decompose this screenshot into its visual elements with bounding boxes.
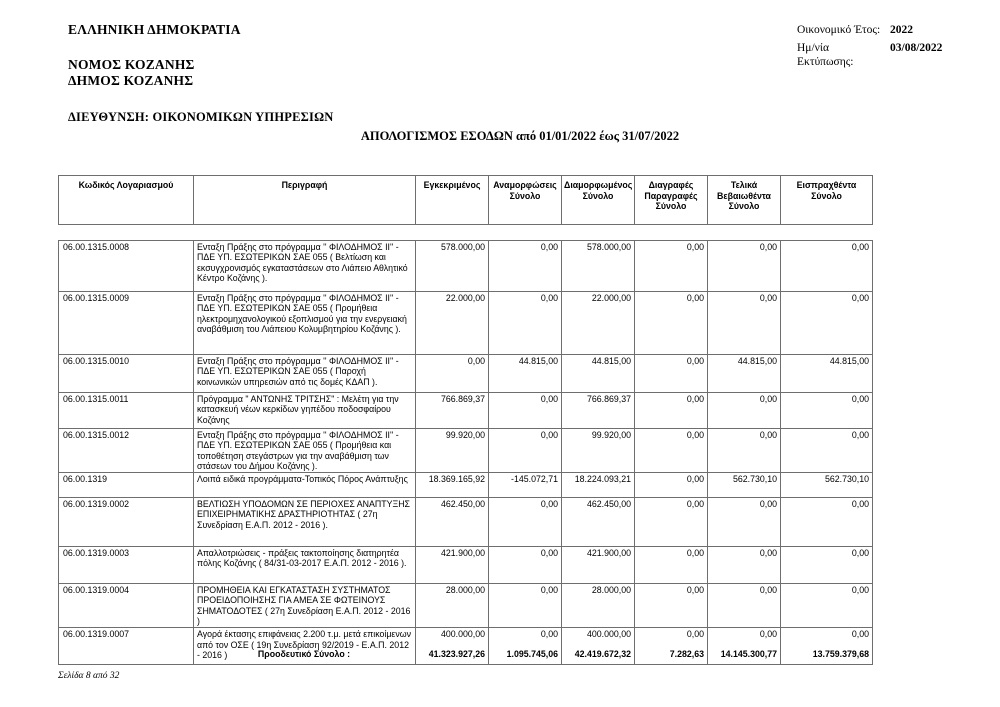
column-header-deletions: Διαγραφές Παραγραφές Σύνολο [635, 176, 708, 225]
row-value: 0,00 [489, 547, 562, 584]
total-value: 14.145.300,77 [720, 649, 777, 659]
column-header-approved: Εγκεκριμένος [416, 176, 489, 225]
row-value: 0,00 [635, 473, 708, 498]
table-row [59, 393, 873, 429]
row-value: 0,00 [781, 393, 873, 429]
row-value: 462.450,00 [562, 498, 635, 547]
org-name-line-1: ΕΛΛΗΝΙΚΗ ΔΗΜΟΚΡΑΤΙΑ [68, 22, 241, 37]
table-row [59, 498, 873, 547]
column-header-code: Κωδικός Λογαριασμού [59, 176, 194, 225]
row-value: 18.369.165,92 [416, 473, 489, 498]
row-value: 0,00 [489, 241, 562, 292]
row-value: 0,00 [708, 498, 781, 547]
row-value: 0,00 [708, 241, 781, 292]
row-value: 0,00 [635, 498, 708, 547]
row-value: 0,00 [781, 628, 873, 665]
table-row [59, 429, 873, 473]
row-description: Απαλλοτριώσεις - πράξεις τακτοποίησης διατηρητέα πόλης Κοζάνης ( 84/31-03-2017 Ε.Α.Π. 2012 - 2016 ). [194, 547, 416, 584]
row-description: Ενταξη Πράξης στο πρόγραμμα '' ΦΙΛΟΔΗΜΟΣ ΙΙ'' - ΠΔΕ ΥΠ. ΕΣΩΤΕΡΙΚΩΝ ΣΑΕ 055 ( Προμήθεια ηλεκτρομηχανολογικού εξοπλισμού για την ενεργειακή αναβάθμιση του Λιάπειου Κολυμβητηρίου Κοζάνης ). [194, 292, 416, 355]
table-row [59, 355, 873, 393]
fiscal-year-value: 2022 [890, 24, 913, 36]
row-code: 06.00.1315.0009 [59, 292, 194, 355]
row-value: 0,00 [635, 393, 708, 429]
row-value: 0,00 [708, 429, 781, 473]
row-code: 06.00.1315.0012 [59, 429, 194, 473]
row-value: 44.815,00 [708, 355, 781, 393]
print-date-label-line2: Εκτύπωσης: [797, 56, 854, 68]
totals-spacer [58, 648, 193, 660]
table [58, 240, 873, 665]
table-row [59, 584, 873, 628]
print-date-label-line1: Ημ/νία [797, 42, 829, 54]
row-description: Ενταξη Πράξης στο πρόγραμμα '' ΦΙΛΟΔΗΜΟΣ ΙΙ'' - ΠΔΕ ΥΠ. ΕΣΩΤΕΡΙΚΩΝ ΣΑΕ 055 ( Βελτίωση και εκσυγχρονισμός εγκαταστάσεων στο Λιάπειο Αθλητικό Κέντρο Κοζάνης ). [194, 241, 416, 292]
row-description: Αγορά έκτασης επιφάνειας 2.200 τ.μ. μετά επικοίμενων από τον ΟΣΕ ( 19η Συνεδρίαση 92/2019 - Ε.Α.Π. 2012 - 2016 ) [194, 628, 416, 665]
org-name-line-3: ΔΗΜΟΣ ΚΟΖΑΝΗΣ [68, 73, 194, 88]
row-code: 06.00.1319.0003 [59, 547, 194, 584]
totals-label: Προοδευτικό Σύνολο : [257, 649, 351, 659]
row-code: 06.00.1319.0002 [59, 498, 194, 547]
row-value: 18.224.093,21 [562, 473, 635, 498]
total-value: 1.095.745,06 [506, 649, 558, 659]
table-row [59, 547, 873, 584]
row-description: ΠΡΟΜΗΘΕΙΑ ΚΑΙ ΕΓΚΑΤΑΣΤΑΣΗ ΣΥΣΤΗΜΑΤΟΣ ΠΡΟΕΙΔΟΠΟΙΗΣΗΣ ΓΙΑ ΑΜΕΑ ΣΕ ΦΩΤΕΙΝΟΥΣ ΣΗΜΑΤΟΔΟΤΕΣ ( 27η Συνεδρίαση Ε.Α.Π. 2012 - 2016 ) [194, 584, 416, 628]
page-title: ΑΠΟΛΟΓΙΣΜΟΣ ΕΣΟΔΩΝ από 01/01/2022 έως 31/07/2022 [360, 129, 680, 143]
total-value: 7.282,63 [669, 649, 704, 659]
table-row [59, 241, 873, 292]
fiscal-year-label: Οικονομικό Έτος: [797, 24, 881, 36]
row-value: 0,00 [416, 355, 489, 393]
row-value: 0,00 [489, 584, 562, 628]
row-value: -145.072,71 [489, 473, 562, 498]
print-date-value: 03/08/2022 [890, 42, 943, 54]
row-code: 06.00.1315.0011 [59, 393, 194, 429]
totals-values [58, 648, 872, 660]
row-value: 0,00 [635, 628, 708, 665]
row-value: 28.000,00 [562, 584, 635, 628]
row-value: 0,00 [489, 628, 562, 665]
row-value: 22.000,00 [416, 292, 489, 355]
row-description: Ενταξη Πράξης στο πρόγραμμα '' ΦΙΛΟΔΗΜΟΣ ΙΙ'' - ΠΔΕ ΥΠ. ΕΣΩΤΕΡΙΚΩΝ ΣΑΕ 055 ( Παροχή κοινωνικών υπηρεσιών από τις δομές ΚΔΑΠ ). [194, 355, 416, 393]
row-value: 28.000,00 [416, 584, 489, 628]
row-value: 99.920,00 [562, 429, 635, 473]
row-value: 0,00 [708, 547, 781, 584]
row-value: 0,00 [489, 429, 562, 473]
row-description: Πρόγραμμα " ΑΝΤΩΝΗΣ ΤΡΙΤΣΗΣ" : Μελέτη για την κατασκευή νέων κερκίδων γηπέδου ποδοσφαίρου Κοζάνης [194, 393, 416, 429]
row-value: 0,00 [635, 355, 708, 393]
row-value: 400.000,00 [562, 628, 635, 665]
total-value: 41.323.927,26 [428, 649, 485, 659]
row-value: 0,00 [708, 292, 781, 355]
column-header-amendments: Αναμορφώσεις Σύνολο [489, 176, 562, 225]
row-value: 462.450,00 [416, 498, 489, 547]
row-value: 421.900,00 [416, 547, 489, 584]
table-row [59, 473, 873, 498]
row-description: ΒΕΛΤΙΩΣΗ ΥΠΟΔΟΜΩΝ ΣΕ ΠΕΡΙΟΧΕΣ ΑΝΑΠΤΥΞΗΣ ΕΠΙΧΕΙΡΗΜΑΤΙΚΗΣ ΔΡΑΣΤΗΡΙΟΤΗΤΑΣ ( 27η Συνεδρίαση Ε.Α.Π. 2012 - 2016 ). [194, 498, 416, 547]
row-value: 0,00 [708, 393, 781, 429]
row-value: 562.730,10 [781, 473, 873, 498]
row-value: 0,00 [781, 498, 873, 547]
row-value: 0,00 [635, 292, 708, 355]
row-description: Ενταξη Πράξης στο πρόγραμμα '' ΦΙΛΟΔΗΜΟΣ ΙΙ'' - ΠΔΕ ΥΠ. ΕΣΩΤΕΡΙΚΩΝ ΣΑΕ 055 ( Προμήθεια και τοποθέτηση στεγάστρων για την αναβάθμιση των στάσεων του Δήμου Κοζάνης ). [194, 429, 416, 473]
row-code: 06.00.1319.0004 [59, 584, 194, 628]
row-value: 99.920,00 [416, 429, 489, 473]
row-value: 44.815,00 [489, 355, 562, 393]
row-value: 0,00 [635, 584, 708, 628]
table-header-row [59, 176, 873, 225]
org-name-line-2: ΝΟΜΟΣ ΚΟΖΑΝΗΣ [68, 57, 195, 72]
row-description: Λοιπά ειδικά προγράμματα-Τοπικός Πόρος Ανάπτυξης [194, 473, 416, 498]
row-value: 562.730,10 [708, 473, 781, 498]
row-value: 0,00 [489, 393, 562, 429]
table-body [59, 241, 873, 665]
row-value: 44.815,00 [562, 355, 635, 393]
row-value: 0,00 [489, 498, 562, 547]
row-code: 06.00.1319.0007 [59, 628, 194, 665]
total-value: 13.759.379,68 [812, 649, 869, 659]
table-header [58, 175, 873, 225]
row-value: 578.000,00 [562, 241, 635, 292]
row-value: 0,00 [635, 547, 708, 584]
row-value: 766.869,37 [416, 393, 489, 429]
row-value: 766.869,37 [562, 393, 635, 429]
row-value: 0,00 [781, 584, 873, 628]
row-value: 421.900,00 [562, 547, 635, 584]
row-value: 0,00 [635, 429, 708, 473]
row-code: 06.00.1319 [59, 473, 194, 498]
department-line: ΔΙΕΥΘΥΝΣΗ: ΟΙΚΟΝΟΜΙΚΩΝ ΥΠΗΡΕΣΙΩΝ [68, 110, 334, 124]
row-value: 0,00 [708, 584, 781, 628]
totals-row [58, 648, 872, 660]
column-header-collected: Εισπραχθέντα Σύνολο [781, 176, 873, 225]
row-code: 06.00.1315.0008 [59, 241, 194, 292]
page-indicator: Σελίδα 8 από 32 [58, 671, 120, 681]
row-value: 578.000,00 [416, 241, 489, 292]
column-header-adjusted: Διαμορφωμένος Σύνολο [562, 176, 635, 225]
column-header-description: Περιγραφή [194, 176, 416, 225]
total-value: 42.419.672,32 [574, 649, 631, 659]
row-value: 0,00 [489, 292, 562, 355]
row-value: 0,00 [781, 547, 873, 584]
row-value: 0,00 [781, 292, 873, 355]
row-value: 22.000,00 [562, 292, 635, 355]
row-value: 44.815,00 [781, 355, 873, 393]
row-code: 06.00.1315.0010 [59, 355, 194, 393]
column-header-certified: Τελικά Βεβαιωθέντα Σύνολο [708, 176, 781, 225]
row-value: 400.000,00 [416, 628, 489, 665]
table-row [59, 292, 873, 355]
row-value: 0,00 [781, 241, 873, 292]
row-value: 0,00 [708, 628, 781, 665]
row-value: 0,00 [635, 241, 708, 292]
row-value: 0,00 [781, 429, 873, 473]
